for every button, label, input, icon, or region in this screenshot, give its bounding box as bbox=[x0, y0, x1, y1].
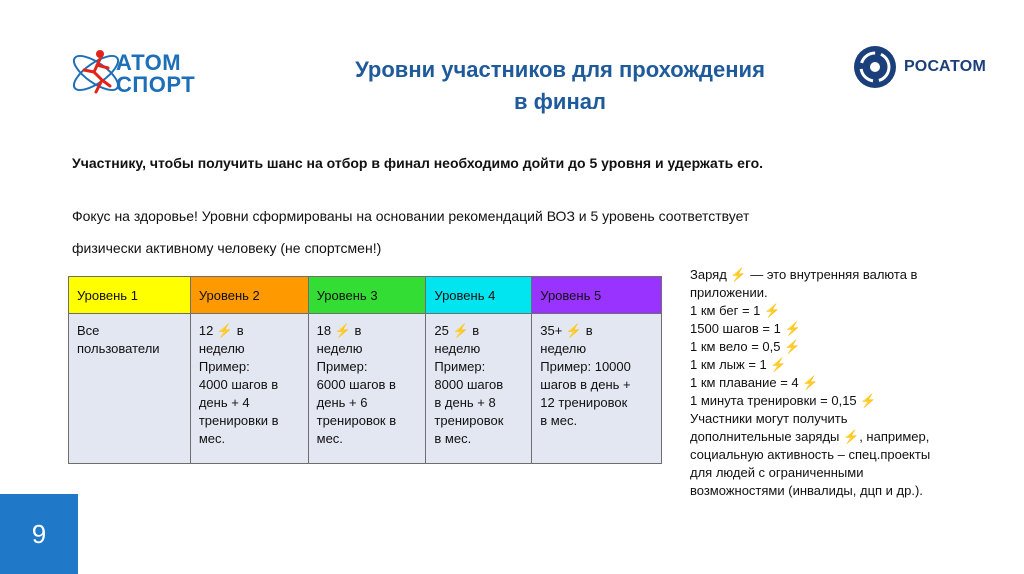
side-line: 1 км вело = 0,5 ⚡ bbox=[690, 339, 801, 354]
level-header: Уровень 4 bbox=[426, 277, 532, 314]
rosatom-logo-text: РОСАТОМ bbox=[904, 58, 987, 75]
levels-table bbox=[68, 276, 662, 464]
level-cell: 25 ⚡ в неделю Пример: 8000 шагов в день + 8 тренировок в мес. bbox=[426, 314, 532, 464]
levels-body-row bbox=[69, 314, 662, 464]
side-line: дополнительные заряды ⚡, например, bbox=[690, 429, 930, 444]
focus-line1: Фокус на здоровье! Уровни сформированы на основании рекомендаций ВОЗ и 5 уровень соответствует bbox=[72, 208, 750, 224]
level-cell: Все пользователи bbox=[69, 314, 191, 464]
page-number: 9 bbox=[31, 518, 47, 549]
focus-paragraph bbox=[72, 200, 932, 264]
side-line: 1 минута тренировки = 0,15 ⚡ bbox=[690, 393, 877, 408]
rosatom-emblem-icon bbox=[852, 44, 898, 90]
side-line: 1 км бег = 1 ⚡ bbox=[690, 303, 781, 318]
side-line: Заряд ⚡ — это внутренняя валюта в bbox=[690, 267, 918, 282]
level-header: Уровень 2 bbox=[190, 277, 308, 314]
charge-explanation bbox=[690, 266, 990, 500]
side-line: социальную активность – спец.проекты bbox=[690, 447, 931, 462]
side-line: 1 км плавание = 4 ⚡ bbox=[690, 375, 819, 390]
page-number-badge bbox=[0, 494, 78, 574]
slide-title bbox=[270, 54, 850, 118]
level-cell: 12 ⚡ в неделю Пример: 4000 шагов в день + 4 тренировки в мес. bbox=[190, 314, 308, 464]
atom-logo-line2: СПОРТ bbox=[116, 72, 196, 97]
side-line: Участники могут получить bbox=[690, 411, 848, 426]
level-cell: 35+ ⚡ в неделю Пример: 10000 шагов в день + 12 тренировок в мес. bbox=[532, 314, 662, 464]
side-line: для людей с ограниченными bbox=[690, 465, 864, 480]
level-header: Уровень 1 bbox=[69, 277, 191, 314]
slide-title-line2: в финал bbox=[514, 89, 606, 114]
slide-title-line1: Уровни участников для прохождения bbox=[355, 57, 765, 82]
side-line: приложении. bbox=[690, 285, 768, 300]
rosatom-logo bbox=[852, 44, 987, 90]
atom-sport-logo bbox=[66, 40, 206, 106]
level-header: Уровень 3 bbox=[308, 277, 426, 314]
level-cell: 18 ⚡ в неделю Пример: 6000 шагов в день + 6 тренировок в мес. bbox=[308, 314, 426, 464]
side-line: 1 км лыж = 1 ⚡ bbox=[690, 357, 787, 372]
intro-paragraph: Участнику, чтобы получить шанс на отбор в финал необходимо дойти до 5 уровня и удержать его. bbox=[72, 155, 764, 171]
level-header: Уровень 5 bbox=[532, 277, 662, 314]
side-line: 1500 шагов = 1 ⚡ bbox=[690, 321, 801, 336]
atom-logo-line1: АТОМ bbox=[116, 50, 182, 75]
side-line: возможностями (инвалиды, дцп и др.). bbox=[690, 483, 923, 498]
focus-line2: физически активному человеку (не спортсмен!) bbox=[72, 240, 382, 256]
levels-header-row bbox=[69, 277, 662, 314]
